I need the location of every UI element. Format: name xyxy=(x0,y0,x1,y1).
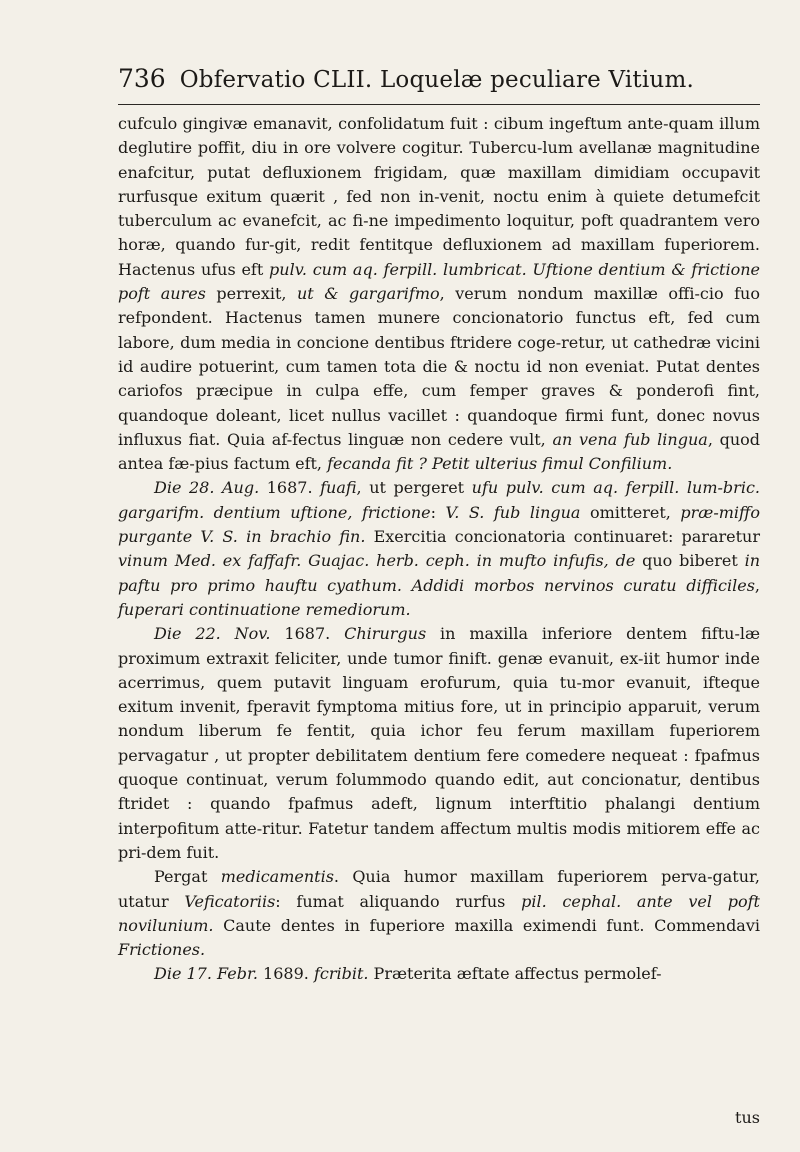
page-number: 736 xyxy=(118,64,166,93)
paragraph xyxy=(118,622,760,865)
paragraph xyxy=(118,476,760,622)
italic-run: medicamentis xyxy=(220,867,334,887)
text-run: , ut pergeret xyxy=(356,478,472,498)
italic-run: vinum Med. ex faffafr. Guajac. herb. ceph. in mufto infufis, de xyxy=(118,551,636,571)
italic-run: V. S. fub lingua xyxy=(445,502,581,522)
page-header xyxy=(118,64,760,95)
italic-run: in paftu pro primo hauftu cyathum. Addidi morbos nervinos curatu difficiles xyxy=(118,551,760,595)
text-run: . Quia humor maxillam fuperiorem perva-gatur, utatur xyxy=(118,867,760,911)
text-run: Exercitia concionatoria continuaret: pararetur xyxy=(365,527,760,547)
italic-run: fuafi xyxy=(320,478,357,498)
catchword: tus xyxy=(735,1108,760,1127)
italic-run: Die 17. Febr. xyxy=(154,964,258,984)
text-run: 1687. xyxy=(259,478,321,498)
italic-run: præ-miffo purgante V. S. in brachio fin. xyxy=(118,502,760,547)
header-rule xyxy=(118,104,760,105)
italic-run: ufu pulv. cum aq. ferpill. lum-bric. gargarifm. dentium uftione, frictione xyxy=(118,478,760,522)
paragraph xyxy=(118,865,760,962)
body-text xyxy=(118,112,760,987)
text-run: Caute dentes in fuperiore maxilla eximendi funt. Commendavi xyxy=(213,915,760,935)
paragraph xyxy=(118,962,760,986)
italic-run: fuperari continuatione remediorum. xyxy=(118,599,411,619)
italic-run: Die 28. Aug. xyxy=(154,478,260,498)
paragraph xyxy=(118,112,760,476)
text-run: , quod antea fæ-pius factum eft, xyxy=(118,429,761,474)
text-run: , xyxy=(754,575,760,595)
italic-run: fecanda fit ? Petit ulterius fimul Confilium. xyxy=(327,454,673,474)
italic-run: pulv. cum aq. ferpill. lumbricat. Uftione dentium & frictione poft aures xyxy=(118,259,760,304)
italic-run: pil. cephal. ante vel poft novilunium. xyxy=(118,891,760,935)
text-run: : xyxy=(430,502,446,522)
italic-run: Die 22. Nov. xyxy=(154,624,271,644)
text-run: perrexit, xyxy=(205,284,297,304)
italic-run: Veficatoriis xyxy=(184,891,276,911)
italic-run: fcribit. xyxy=(313,964,369,984)
italic-run: Chirurgus xyxy=(344,624,427,644)
italic-run: Frictiones. xyxy=(118,940,206,960)
text-run: omitteret, xyxy=(580,502,681,522)
italic-run: an vena fub lingua xyxy=(552,429,708,449)
text-run: in maxilla inferiore dentem fiftu-læ proximum extraxit feliciter, unde tumor finift. genæ evanuit, ex-iit humor inde acerrimus, quem putavit linguam erofurum, quia tu-mor evanuit, ifteque exitum invenit, fperavit fymptoma mitius fore, ut in principio apparuit, verum nondum liberum fe fentit, quia ichor feu ferum maxillam fuperiorem pervagatur , ut propter debilitatem dentium fere comedere nequeat : fpafmus quoque continuat, verum folummodo quando edit, aut concionatur, dentibus ftridet : quando fpafmus adeft, lignum interftitio phalangi dentium interpofitum atte-ritur. Fatetur tandem affectum multis modis mitiorem effe ac pri-dem fuit. xyxy=(118,624,760,862)
text-run: cufculo gingivæ emanavit, confolidatum fuit : cibum ingeftum ante-quam illum deglutire poffit, diu in ore volvere cogitur. Tubercu-lum avellanæ magnitudine enafcitur, putat defluxionem frigidam, quæ maxillam dimidiam occupavit rurfusque exitum quærit , fed non in-venit, noctu enim à quiete detumefcit tuberculum ac evanefcit, ac fi-ne impedimento loquitur, poft quadrantem vero horæ, quando fur-git, redit fentitque defluxionem ad maxillam fuperiorem. Hactenus ufus eft xyxy=(118,114,760,279)
text-run: 1687. xyxy=(270,624,345,644)
text-run: , verum nondum maxillæ offi-cio fuo refpondent. Hactenus tamen munere concionatorio functus eft, fed cum labore, dum media in concione dentibus ftridere coge-retur, ut cathedræ vicini id audire potuerint, cum tamen tota die & noctu id non eveniat. Putat dentes cariofos præcipue in culpa effe, cum femper graves & ponderofi fint, quandoque doleant, licet nullus vacillet : quandoque firmi funt, donec novus influxus fiat. Quia af-fectus linguæ non cedere vult, xyxy=(118,284,760,449)
text-run: : fumat aliquando rurfus xyxy=(275,891,522,911)
text-run: Præterita æftate affectus permolef- xyxy=(368,964,662,984)
text-run: Pergat xyxy=(154,867,221,887)
running-head: Obfervatio CLII. Loquelæ peculiare Vitium. xyxy=(179,67,694,93)
text-run: 1689. xyxy=(257,964,314,984)
italic-run: ut & gargarifmo xyxy=(297,284,440,304)
text-run: quo biberet xyxy=(635,551,745,571)
